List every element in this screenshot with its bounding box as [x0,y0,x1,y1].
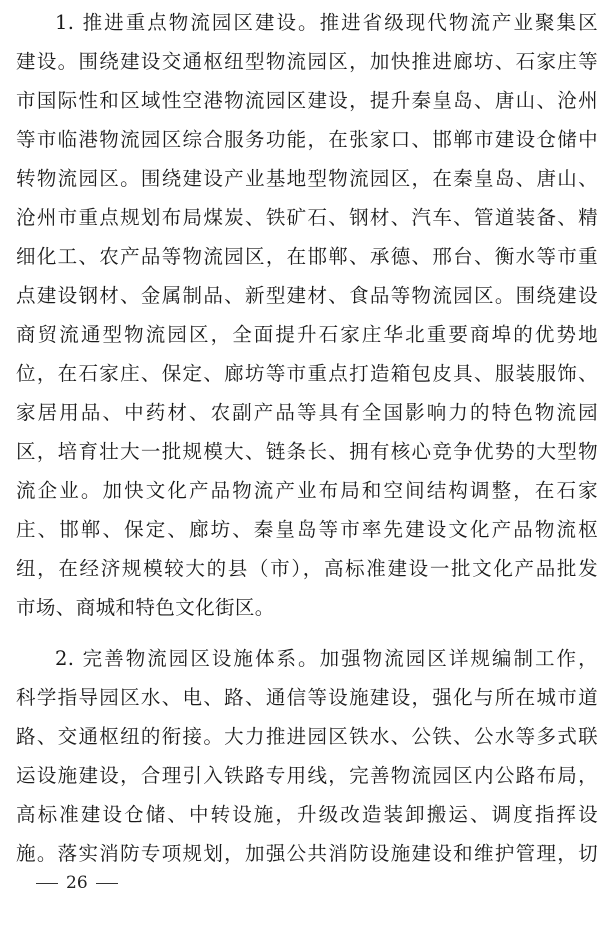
text-line: 点建设钢材、金属制品、新型建材、食品等物流园区。围绕建设 [16,284,598,307]
text-line: 2. 完善物流园区设施体系。加强物流园区详规编制工作， [55,647,598,670]
text-line: 细化工、农产品等物流园区，在邯郸、承德、邢台、衡水等市重 [16,245,598,268]
text-line: 流企业。加快文化产品物流产业布局和空间结构调整，在石家 [16,479,598,502]
text-line: 等市临港物流园区综合服务功能，在张家口、邯郸市建设仓储中 [16,128,598,151]
footer-dash-right [96,883,118,884]
page-footer [28,872,126,894]
text-line: 运设施建设，合理引入铁路专用线，完善物流园区内公路布局， [16,764,598,787]
text-line: 商贸流通型物流园区，全面提升石家庄华北重要商埠的优势地 [16,323,598,346]
text-line: 纽，在经济规模较大的县（市），高标准建设一批文化产品批发 [16,557,598,580]
text-line: 位，在石家庄、保定、廊坊等市重点打造箱包皮具、服装服饰、 [16,362,598,385]
text-line: 市场、商城和特色文化街区。 [16,596,275,619]
text-line: 区，培育壮大一批规模大、链条长、拥有核心竞争优势的大型物 [16,440,598,463]
footer-dash-left [36,883,58,884]
text-line: 科学指导园区水、电、路、通信等设施建设，强化与所在城市道 [16,686,598,709]
text-line: 1. 推进重点物流园区建设。推进省级现代物流产业聚集区 [55,11,598,34]
page-number: 26 [66,873,88,893]
text-line: 沧州市重点规划布局煤炭、铁矿石、钢材、汽车、管道装备、精 [16,206,598,229]
text-line: 庄、邯郸、保定、廊坊、秦皇岛等市率先建设文化产品物流枢 [16,518,598,541]
text-line: 路、交通枢纽的衔接。大力推进园区铁水、公铁、公水等多式联 [16,725,598,748]
text-line: 市国际性和区域性空港物流园区建设，提升秦皇岛、唐山、沧州 [16,89,598,112]
text-line: 施。落实消防专项规划，加强公共消防设施建设和维护管理，切 [16,842,598,865]
text-line: 建设。围绕建设交通枢纽型物流园区，加快推进廊坊、石家庄等 [16,50,598,73]
text-line: 家居用品、中药材、农副产品等具有全国影响力的特色物流园 [16,401,598,424]
text-line: 转物流园区。围绕建设产业基地型物流园区，在秦皇岛、唐山、 [16,167,598,190]
text-line: 高标准建设仓储、中转设施，升级改造装卸搬运、调度指挥设 [16,803,598,826]
